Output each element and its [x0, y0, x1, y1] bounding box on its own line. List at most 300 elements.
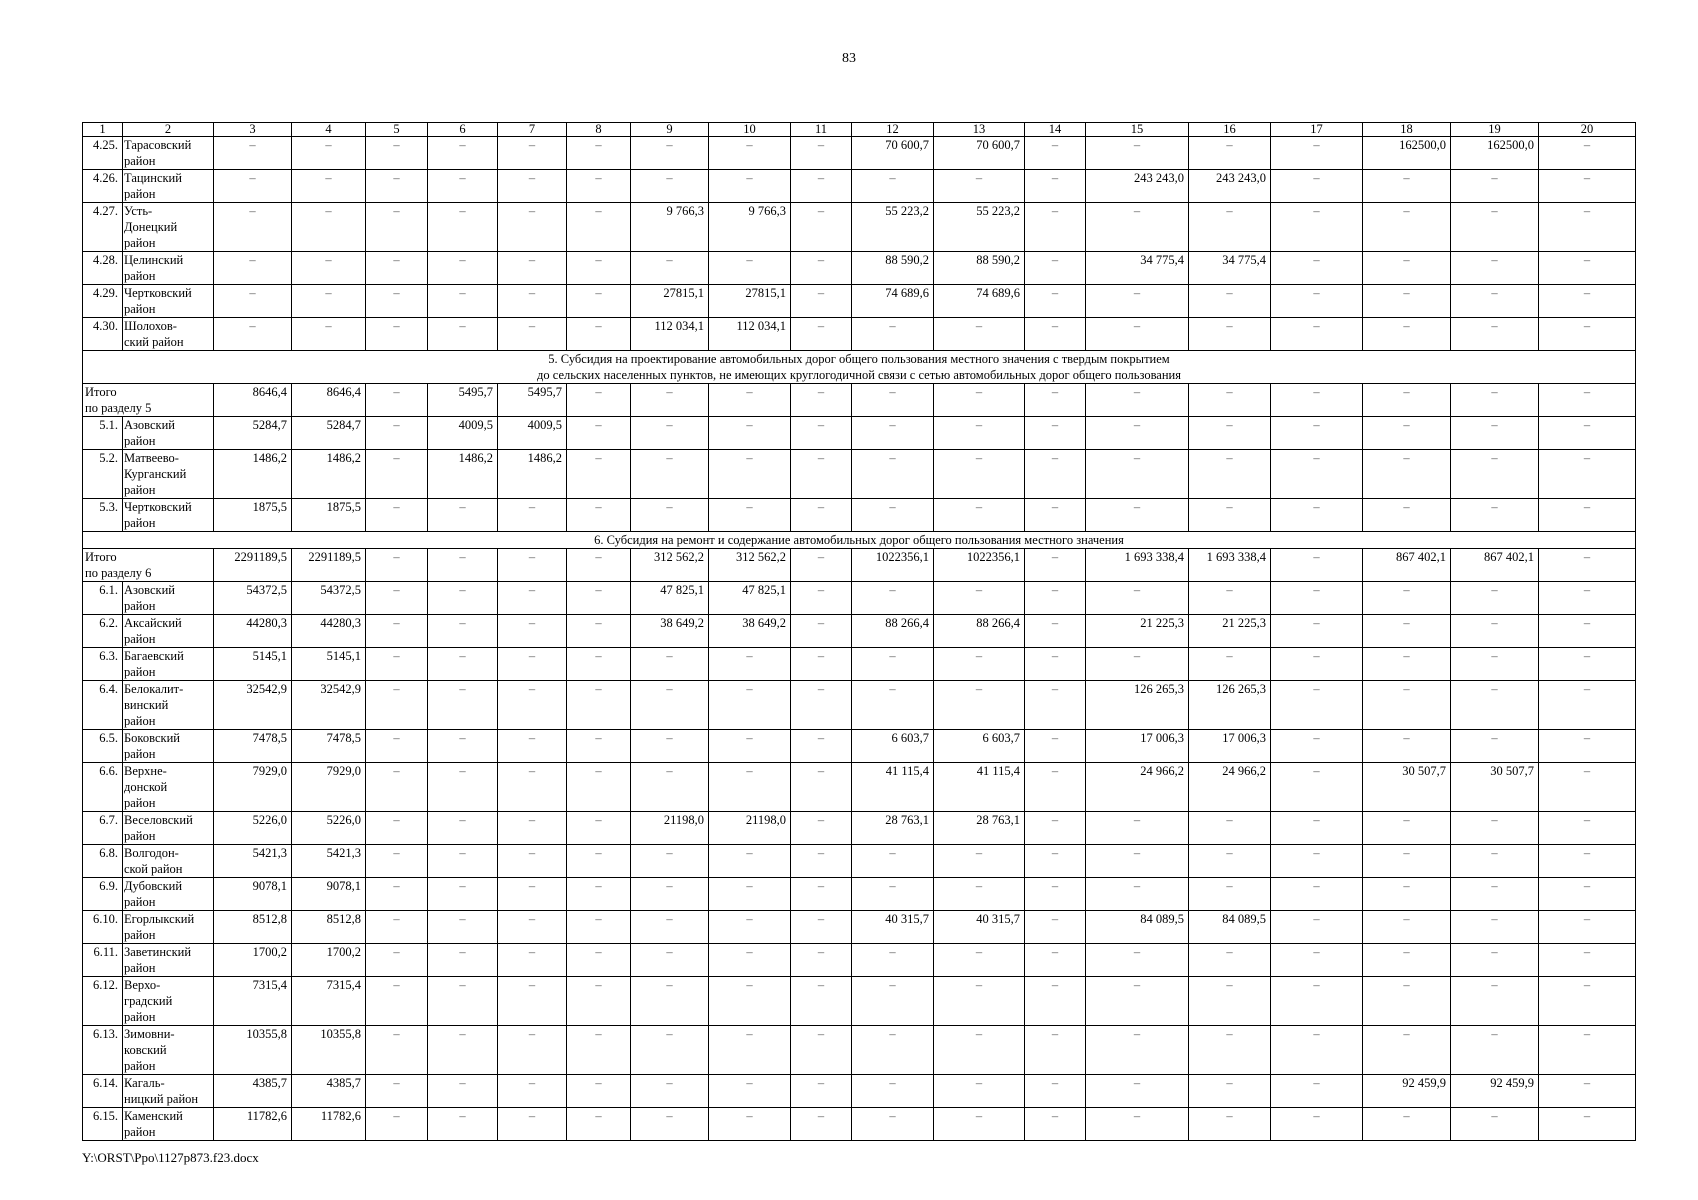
table-row — [83, 845, 1636, 878]
table-cell: – — [428, 681, 498, 730]
table-cell: – — [709, 977, 791, 1026]
table-cell: – — [567, 977, 631, 1026]
row-number: 6.11. — [83, 944, 123, 977]
table-cell: – — [1363, 170, 1451, 203]
table-cell: – — [1539, 137, 1636, 170]
table-cell: 9078,1 — [214, 878, 292, 911]
table-cell: – — [498, 318, 567, 351]
table-cell: – — [852, 1075, 934, 1108]
table-row — [83, 1075, 1636, 1108]
table-cell: – — [709, 944, 791, 977]
table-cell: – — [852, 417, 934, 450]
row-number: 4.29. — [83, 285, 123, 318]
district-name: Азовский район — [123, 582, 214, 615]
table-cell: – — [1539, 730, 1636, 763]
column-number-header: 20 — [1539, 123, 1636, 137]
table-cell: – — [1189, 318, 1271, 351]
table-cell: – — [1539, 203, 1636, 252]
table-cell: 9078,1 — [292, 878, 366, 911]
table-cell: 34 775,4 — [1189, 252, 1271, 285]
table-cell: – — [1189, 285, 1271, 318]
column-number-header: 15 — [1086, 123, 1189, 137]
table-cell: – — [1451, 384, 1539, 417]
table-cell: – — [1539, 285, 1636, 318]
table-cell: – — [1271, 252, 1363, 285]
table-cell: – — [709, 170, 791, 203]
column-number-header: 10 — [709, 123, 791, 137]
column-number-header: 12 — [852, 123, 934, 137]
table-cell: – — [852, 318, 934, 351]
table-cell: – — [1271, 549, 1363, 582]
row-number: 6.8. — [83, 845, 123, 878]
table-cell: – — [498, 977, 567, 1026]
table-cell: – — [934, 1075, 1025, 1108]
table-cell: 5226,0 — [292, 812, 366, 845]
table-cell: – — [1271, 384, 1363, 417]
table-cell: – — [1363, 417, 1451, 450]
table-cell: – — [1086, 977, 1189, 1026]
table-cell: 28 763,1 — [852, 812, 934, 845]
table-cell: – — [791, 763, 852, 812]
table-cell: 5284,7 — [292, 417, 366, 450]
table-cell: 867 402,1 — [1451, 549, 1539, 582]
table-cell: – — [1363, 878, 1451, 911]
row-number: 6.2. — [83, 615, 123, 648]
column-number-header: 14 — [1025, 123, 1086, 137]
table-cell: – — [428, 499, 498, 532]
district-name: Азовский район — [123, 417, 214, 450]
table-cell: – — [366, 137, 428, 170]
table-cell: – — [498, 203, 567, 252]
table-cell: – — [1271, 615, 1363, 648]
table-cell: – — [709, 681, 791, 730]
table-cell: – — [852, 170, 934, 203]
table-cell: – — [1363, 582, 1451, 615]
table-cell: – — [1451, 252, 1539, 285]
table-row — [83, 763, 1636, 812]
table-cell: – — [567, 203, 631, 252]
section-total-row — [83, 384, 1636, 417]
table-cell: – — [1451, 648, 1539, 681]
table-cell: – — [366, 845, 428, 878]
district-name: Верхне- донской район — [123, 763, 214, 812]
table-cell: – — [1539, 1108, 1636, 1141]
table-cell: 70 600,7 — [852, 137, 934, 170]
district-name: Каменский район — [123, 1108, 214, 1141]
table-cell: 41 115,4 — [852, 763, 934, 812]
table-cell: 34 775,4 — [1086, 252, 1189, 285]
table-cell: – — [1086, 812, 1189, 845]
table-cell: – — [366, 1108, 428, 1141]
table-row — [83, 285, 1636, 318]
table-cell: – — [1189, 582, 1271, 615]
table-cell: – — [791, 944, 852, 977]
table-cell: 5421,3 — [214, 845, 292, 878]
table-cell: – — [1539, 944, 1636, 977]
table-cell: – — [1539, 417, 1636, 450]
table-cell: – — [567, 582, 631, 615]
table-cell: – — [428, 911, 498, 944]
table-cell: – — [631, 730, 709, 763]
table-cell: 867 402,1 — [1363, 549, 1451, 582]
row-number: 5.3. — [83, 499, 123, 532]
table-cell: – — [791, 615, 852, 648]
district-name: Зимовни- ковский район — [123, 1026, 214, 1075]
table-cell: – — [1539, 1075, 1636, 1108]
table-cell: – — [1271, 845, 1363, 878]
table-cell: – — [709, 1026, 791, 1075]
row-number: 6.6. — [83, 763, 123, 812]
table-cell: – — [1271, 763, 1363, 812]
row-number: 5.2. — [83, 450, 123, 499]
table-cell: – — [709, 384, 791, 417]
table-cell: 21 225,3 — [1086, 615, 1189, 648]
table-cell: – — [1539, 878, 1636, 911]
table-cell: – — [631, 944, 709, 977]
row-number: 6.13. — [83, 1026, 123, 1075]
table-cell: – — [1539, 1026, 1636, 1075]
district-name: Боковский район — [123, 730, 214, 763]
table-cell: – — [1086, 582, 1189, 615]
table-row — [83, 1026, 1636, 1075]
table-cell: 1486,2 — [498, 450, 567, 499]
table-cell: – — [428, 977, 498, 1026]
table-cell: – — [631, 878, 709, 911]
table-cell: – — [791, 203, 852, 252]
table-row — [83, 911, 1636, 944]
table-cell: – — [1086, 450, 1189, 499]
column-number-header: 1 — [83, 123, 123, 137]
table-row — [83, 812, 1636, 845]
table-row — [83, 318, 1636, 351]
table-cell: 2291189,5 — [214, 549, 292, 582]
table-cell: 1700,2 — [292, 944, 366, 977]
table-cell: – — [1539, 318, 1636, 351]
table-cell: – — [567, 170, 631, 203]
table-cell: – — [1363, 384, 1451, 417]
table-cell: 92 459,9 — [1363, 1075, 1451, 1108]
table-cell: – — [428, 137, 498, 170]
table-cell: – — [852, 977, 934, 1026]
table-cell: – — [1539, 911, 1636, 944]
table-cell: – — [631, 681, 709, 730]
table-cell: 7929,0 — [214, 763, 292, 812]
column-number-header: 5 — [366, 123, 428, 137]
column-number-header: 16 — [1189, 123, 1271, 137]
table-cell: – — [1086, 499, 1189, 532]
table-cell: – — [791, 170, 852, 203]
table-cell: – — [1271, 878, 1363, 911]
district-name: Егорлыкский район — [123, 911, 214, 944]
table-cell: – — [1271, 499, 1363, 532]
table-cell: – — [567, 944, 631, 977]
table-cell: – — [934, 450, 1025, 499]
table-cell: – — [631, 1026, 709, 1075]
table-cell: – — [1189, 812, 1271, 845]
table-cell: – — [791, 911, 852, 944]
table-cell: – — [1363, 681, 1451, 730]
table-cell: – — [934, 1026, 1025, 1075]
table-cell: 8512,8 — [292, 911, 366, 944]
table-cell: 1875,5 — [292, 499, 366, 532]
table-cell: – — [1025, 977, 1086, 1026]
table-cell: – — [1363, 1108, 1451, 1141]
table-cell: – — [1363, 203, 1451, 252]
table-cell: 1486,2 — [428, 450, 498, 499]
table-cell: – — [1451, 911, 1539, 944]
table-cell: – — [852, 878, 934, 911]
column-number-header-row — [83, 123, 1636, 137]
table-cell: – — [1025, 252, 1086, 285]
table-cell: – — [1363, 450, 1451, 499]
table-cell: 38 649,2 — [709, 615, 791, 648]
district-name: Усть- Донецкий район — [123, 203, 214, 252]
table-cell: – — [498, 285, 567, 318]
table-cell: 4009,5 — [498, 417, 567, 450]
table-cell: 40 315,7 — [934, 911, 1025, 944]
table-cell: – — [631, 763, 709, 812]
table-cell: – — [1025, 845, 1086, 878]
table-cell: – — [428, 812, 498, 845]
table-cell: – — [1025, 1108, 1086, 1141]
table-cell: – — [567, 763, 631, 812]
table-cell: – — [1086, 944, 1189, 977]
section-heading: 5. Субсидия на проектирование автомобильных дорог общего пользования местного значения с твердым покрытием до сельских населенных пунктов, не имеющих круглогодичной связи с сетью автомобильных дорог общего пользования — [83, 351, 1636, 384]
table-cell: – — [852, 450, 934, 499]
table-cell: – — [498, 812, 567, 845]
column-number-header: 3 — [214, 123, 292, 137]
table-cell: – — [709, 878, 791, 911]
table-cell: – — [1086, 384, 1189, 417]
table-cell: 54372,5 — [292, 582, 366, 615]
table-cell: 8512,8 — [214, 911, 292, 944]
table-cell: – — [934, 1108, 1025, 1141]
column-number-header: 6 — [428, 123, 498, 137]
table-cell: – — [1363, 1026, 1451, 1075]
table-cell: – — [498, 1075, 567, 1108]
table-cell: 5421,3 — [292, 845, 366, 878]
table-cell: – — [934, 499, 1025, 532]
table-cell: – — [1189, 384, 1271, 417]
table-cell: – — [428, 582, 498, 615]
table-row — [83, 170, 1636, 203]
table-cell: – — [292, 137, 366, 170]
table-cell: – — [498, 1108, 567, 1141]
table-cell: 74 689,6 — [852, 285, 934, 318]
column-number-header: 11 — [791, 123, 852, 137]
table-cell: – — [1451, 615, 1539, 648]
table-cell: 24 966,2 — [1086, 763, 1189, 812]
table-cell: – — [1539, 615, 1636, 648]
table-cell: 2291189,5 — [292, 549, 366, 582]
table-cell: – — [791, 499, 852, 532]
table-cell: – — [1025, 763, 1086, 812]
table-cell: – — [1025, 582, 1086, 615]
table-cell: – — [567, 285, 631, 318]
table-cell: – — [1086, 417, 1189, 450]
table-cell: – — [428, 318, 498, 351]
table-cell: – — [428, 170, 498, 203]
table-cell: – — [631, 648, 709, 681]
table-cell: – — [709, 417, 791, 450]
table-cell: – — [1271, 450, 1363, 499]
column-number-header: 8 — [567, 123, 631, 137]
table-cell: – — [1271, 203, 1363, 252]
table-row — [83, 450, 1636, 499]
table-cell: – — [1363, 911, 1451, 944]
table-cell: – — [934, 582, 1025, 615]
table-cell: – — [366, 911, 428, 944]
table-cell: 4385,7 — [292, 1075, 366, 1108]
row-number: 4.28. — [83, 252, 123, 285]
table-cell: – — [1025, 549, 1086, 582]
table-cell: 84 089,5 — [1086, 911, 1189, 944]
table-cell: – — [1189, 1108, 1271, 1141]
table-cell: – — [1451, 845, 1539, 878]
district-name: Тарасовский район — [123, 137, 214, 170]
table-cell: – — [366, 1026, 428, 1075]
table-cell: 41 115,4 — [934, 763, 1025, 812]
table-cell: – — [1363, 648, 1451, 681]
table-cell: – — [1189, 648, 1271, 681]
row-number: 4.30. — [83, 318, 123, 351]
column-number-header: 2 — [123, 123, 214, 137]
table-cell: – — [631, 450, 709, 499]
table-cell: 38 649,2 — [631, 615, 709, 648]
table-cell: 1700,2 — [214, 944, 292, 977]
table-cell: – — [366, 763, 428, 812]
table-cell: 88 266,4 — [852, 615, 934, 648]
column-number-header: 7 — [498, 123, 567, 137]
table-cell: – — [1363, 499, 1451, 532]
column-number-header: 13 — [934, 123, 1025, 137]
table-cell: – — [567, 615, 631, 648]
table-cell: – — [631, 845, 709, 878]
table-row — [83, 730, 1636, 763]
table-row — [83, 615, 1636, 648]
table-row — [83, 977, 1636, 1026]
table-cell: 7478,5 — [214, 730, 292, 763]
table-cell: 8646,4 — [292, 384, 366, 417]
table-cell: – — [1539, 845, 1636, 878]
table-row — [83, 944, 1636, 977]
district-name: Дубовский район — [123, 878, 214, 911]
table-cell: – — [709, 763, 791, 812]
table-cell: 30 507,7 — [1451, 763, 1539, 812]
table-cell: – — [1363, 318, 1451, 351]
table-cell: – — [631, 499, 709, 532]
table-cell: – — [366, 681, 428, 730]
table-cell: – — [498, 911, 567, 944]
table-cell: – — [791, 582, 852, 615]
table-cell: – — [567, 549, 631, 582]
table-cell: 88 590,2 — [852, 252, 934, 285]
table-cell: – — [366, 615, 428, 648]
column-number-header: 17 — [1271, 123, 1363, 137]
table-cell: – — [428, 648, 498, 681]
table-cell: – — [709, 1075, 791, 1108]
table-cell: 7929,0 — [292, 763, 366, 812]
table-cell: – — [1539, 384, 1636, 417]
table-cell: – — [366, 450, 428, 499]
table-cell: 1022356,1 — [934, 549, 1025, 582]
row-number: 6.4. — [83, 681, 123, 730]
table-cell: – — [1271, 1026, 1363, 1075]
table-cell: – — [1451, 878, 1539, 911]
column-number-header: 18 — [1363, 123, 1451, 137]
section-heading: 6. Субсидия на ремонт и содержание автомобильных дорог общего пользования местного значения — [83, 532, 1636, 549]
table-cell: – — [1025, 944, 1086, 977]
row-number: 6.9. — [83, 878, 123, 911]
table-cell: – — [1451, 1108, 1539, 1141]
table-cell: – — [1025, 1026, 1086, 1075]
table-cell: – — [1189, 1026, 1271, 1075]
table-cell: – — [366, 648, 428, 681]
table-cell: – — [1539, 582, 1636, 615]
table-cell: – — [1451, 730, 1539, 763]
table-cell: – — [292, 318, 366, 351]
table-cell: – — [1025, 384, 1086, 417]
table-cell: – — [366, 417, 428, 450]
table-cell: – — [709, 845, 791, 878]
table-cell: 28 763,1 — [934, 812, 1025, 845]
table-cell: – — [1025, 878, 1086, 911]
table-cell: – — [428, 763, 498, 812]
table-cell: – — [709, 648, 791, 681]
table-cell: – — [631, 417, 709, 450]
table-cell: – — [366, 549, 428, 582]
table-cell: – — [498, 944, 567, 977]
table-cell: 55 223,2 — [852, 203, 934, 252]
table-cell: – — [498, 878, 567, 911]
table-row — [83, 648, 1636, 681]
table-cell: – — [934, 845, 1025, 878]
table-cell: 88 590,2 — [934, 252, 1025, 285]
table-cell: – — [1025, 450, 1086, 499]
row-number: 6.5. — [83, 730, 123, 763]
table-row — [83, 681, 1636, 730]
table-row — [83, 203, 1636, 252]
table-cell: – — [1086, 1026, 1189, 1075]
table-cell: – — [498, 1026, 567, 1075]
table-cell: – — [1539, 549, 1636, 582]
table-cell: – — [852, 681, 934, 730]
table-cell: – — [1025, 648, 1086, 681]
total-label: Итого по разделу 6 — [83, 549, 214, 582]
table-cell: – — [1271, 812, 1363, 845]
table-cell: – — [567, 812, 631, 845]
page-number: 83 — [842, 51, 856, 66]
table-cell: 312 562,2 — [709, 549, 791, 582]
table-cell: – — [428, 285, 498, 318]
row-number: 5.1. — [83, 417, 123, 450]
table-cell: – — [1189, 878, 1271, 911]
table-cell: – — [1451, 318, 1539, 351]
table-cell: 1875,5 — [214, 499, 292, 532]
table-cell: – — [1025, 1075, 1086, 1108]
table-cell: 312 562,2 — [631, 549, 709, 582]
table-cell: 5145,1 — [292, 648, 366, 681]
table-cell: – — [1451, 582, 1539, 615]
table-cell: 55 223,2 — [934, 203, 1025, 252]
table-cell: – — [1363, 812, 1451, 845]
table-cell: – — [1025, 318, 1086, 351]
table-cell: – — [1025, 812, 1086, 845]
table-cell: – — [1363, 944, 1451, 977]
section-heading-row — [83, 532, 1636, 549]
table-cell: – — [631, 170, 709, 203]
row-number: 6.1. — [83, 582, 123, 615]
